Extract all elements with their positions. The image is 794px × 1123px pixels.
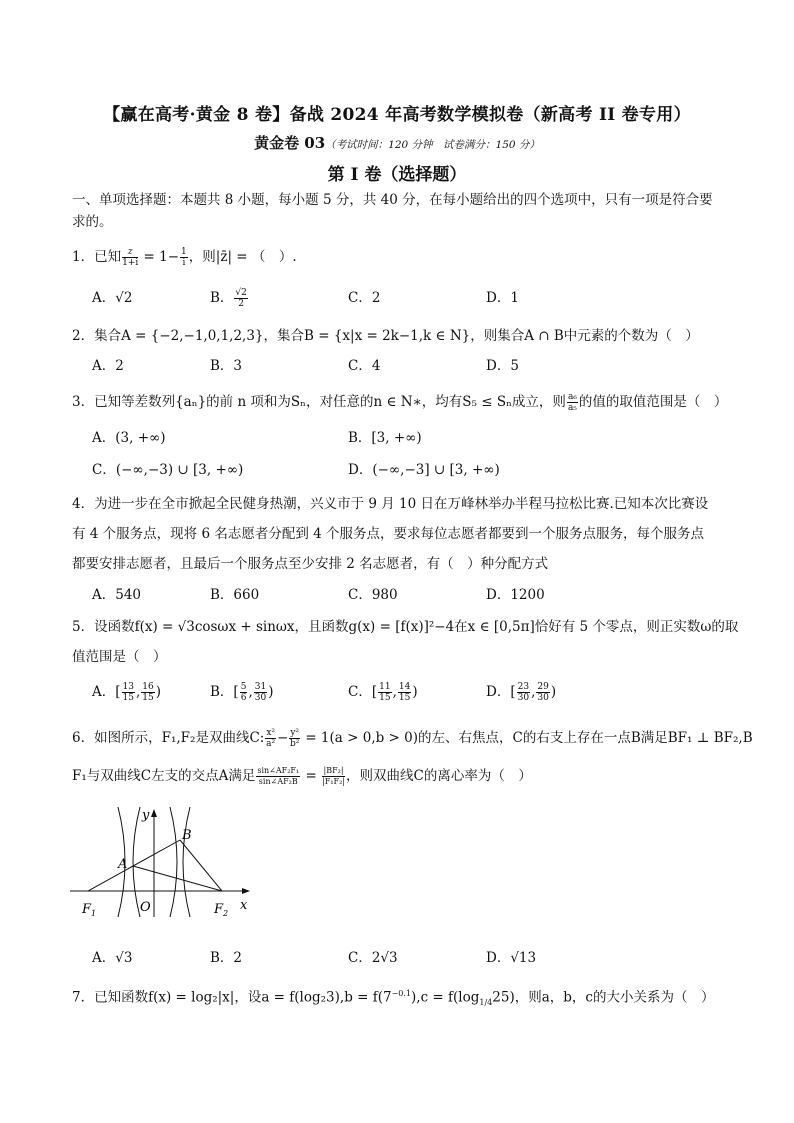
q1-number: 1． <box>72 249 95 265</box>
q3-option-d: D．(−∞,−3] ∪ [3, +∞) <box>348 462 500 478</box>
question-5-line2: 值范围是（ ） <box>72 649 167 665</box>
question-5-line1: 5．设函数f(x) = √3cosωx + sinωx，且函数g(x) = [f(x)]²−4在x ∈ [0,5π]恰好有 5 个零点，则正实数ω的取 <box>72 619 739 635</box>
section-intro-line1: 一、单项选择题：本题共 8 小题，每小题 5 分，共 40 分，在每小题给出的四个选项中，只有一项是符合要 <box>72 192 713 208</box>
question-3: 3．已知等差数列{aₙ}的前 n 项和为Sₙ，对任意的n ∈ N∗，均有S₅ ≤ Sₙ成立，则 $\frac{\text{a₆}}{\text{a₅}}$ 的值的取值范围是（ ） <box>72 392 728 413</box>
q1-option-d: D．1 <box>486 290 519 306</box>
point-a-label: A <box>118 857 128 872</box>
q1-fraction-2: $\frac{1}{i}$ <box>181 247 187 268</box>
question-7: 7．已知函数f(x) = log₂|x|，设$a = f(\log_23),b = f(7^{-0.1}),c = f(\log_{1/4}25)$，则a，b，c的大小关系为（ ） <box>72 989 715 1008</box>
right-branch-left <box>170 807 177 917</box>
question-6-line2: F₁与双曲线C左支的交点A满足 $\frac{\text{sin∠AF₂F₁}}{\text{sin∠AF₂B}}$ = $\frac{\text{|BF₂|}}{\text{|F₁F₂|}}$ ，则双曲线C的离心率为（ ） <box>72 766 532 786</box>
q1-option-a: A．√2 <box>92 290 133 306</box>
x-label: x <box>240 898 248 913</box>
q5-option-a: A．[ $\frac{13}{15}$ , $\frac{16}{15}$ ) <box>92 682 162 703</box>
section-title: 第 I 卷（选择题） <box>327 165 467 185</box>
q2-option-c: C．4 <box>348 358 381 374</box>
right-branch-right <box>183 807 190 917</box>
q1-option-c: C．2 <box>348 290 381 306</box>
q6-option-b: B．2 <box>210 950 243 966</box>
q5-option-d: D．[ $\frac{23}{30}$ , $\frac{29}{30}$ ) <box>486 682 557 703</box>
q6-option-c: C．2√3 <box>348 950 398 966</box>
question-4-line3: 都要安排志愿者，且最后一个服务点至少安排 2 名志愿者，有（ ）种分配方式 <box>72 556 549 572</box>
paper-name: 黄金卷 03 <box>254 134 326 152</box>
segment-b-f2 <box>180 840 222 891</box>
f2-label: $F_2$ <box>214 902 229 918</box>
y-label: y <box>142 808 150 823</box>
q3-option-c: C．(−∞,−3) ∪ [3, +∞) <box>92 462 244 478</box>
q2-option-b: B．3 <box>210 358 243 374</box>
question-4-line2: 有 4 个服务点，现将 6 名志愿者分配到 4 个服务点，要求每位志愿者都要到一个服务点服务，每个服务点 <box>72 526 705 542</box>
q1-pre: 已知 <box>94 249 122 265</box>
hyperbola-figure <box>70 805 260 920</box>
segment-a-f2 <box>133 866 222 891</box>
q2-option-d: D．5 <box>486 358 519 374</box>
q6-option-d: D．√13 <box>486 950 537 966</box>
q1-post: ，则|z̄| = （ ）. <box>188 249 297 265</box>
f1-label: $F_1$ <box>82 902 97 918</box>
point-b-label: B <box>182 828 192 843</box>
origin-label: O <box>140 900 151 915</box>
q3-option-a: A．(3, +∞) <box>92 430 166 446</box>
y-axis-arrow <box>151 809 157 817</box>
question-2: 2．集合A = {−2,−1,0,1,2,3}，集合B = {x|x = 2k−1,k ∈ N}，则集合A ∩ B中元素的个数为（ ） <box>72 328 699 344</box>
q5-option-c: C．[ $\frac{11}{15}$ , $\frac{14}{15}$ ) <box>348 682 418 703</box>
q2-option-a: A．2 <box>92 358 124 374</box>
q3-fraction: $\frac{\text{a₆}}{\text{a₅}}$ <box>567 392 577 413</box>
section-intro-line2: 求的。 <box>72 214 113 230</box>
exam-title: 【赢在高考·黄金 8 卷】备战 2024 年高考数学模拟卷（新高考 II 卷专用） <box>103 105 691 125</box>
q3-option-b: B．[3, +∞) <box>348 430 422 446</box>
q5-option-b: B．[ $\frac{5}{6}$ , $\frac{31}{30}$ ) <box>210 682 274 703</box>
question-4-line1: 4．为进一步在全市掀起全民健身热潮，兴义市于 9 月 10 日在万峰林举办半程马拉松比赛.已知本次比赛设 <box>72 496 709 512</box>
x-axis-arrow <box>242 888 250 894</box>
q1-option-b: B． $\frac{√2}{2}$ <box>210 288 247 309</box>
question-1 <box>72 247 297 268</box>
q1-fraction: $\frac{z}{1+i}$ <box>122 247 139 268</box>
left-branch-right <box>133 807 140 917</box>
q4-option-c: C．980 <box>348 587 398 603</box>
paper-name-line <box>0 132 794 153</box>
question-6-line1: 6．如图所示，F₁,F₂是双曲线C: $\frac{\text{x²}}{\text{a²}}$ − $\frac{\text{y²}}{\text{b²}}$ = 1(a > 0,b > 0)的左、右焦点，C的右支上存在一点B满足BF₁ ⊥ BF₂,B <box>72 728 753 749</box>
q4-option-d: D．1200 <box>486 587 545 603</box>
exam-info: （考试时间：120 分钟 试卷满分：150 分） <box>325 139 540 151</box>
q6-option-a: A．√3 <box>92 950 133 966</box>
q1-mid: = 1− <box>139 249 180 265</box>
q4-option-b: B．660 <box>210 587 260 603</box>
q4-option-a: A．540 <box>92 587 142 603</box>
